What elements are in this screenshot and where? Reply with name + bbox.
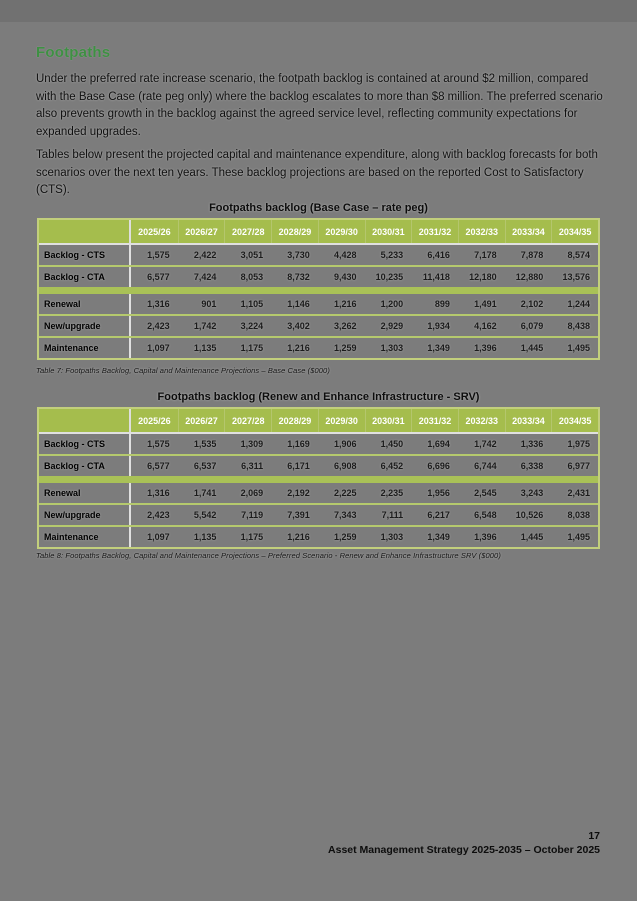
value-cell: 2,225 <box>333 488 357 498</box>
value-cell: 1,956 <box>427 488 450 498</box>
value-cell: 1,694 <box>427 439 450 449</box>
value-cell: 7,391 <box>287 510 310 520</box>
value-cell: 1,336 <box>520 439 544 449</box>
value-cell: 1,216 <box>287 343 310 353</box>
value-cell: 2,545 <box>474 488 497 498</box>
table-caption: Table 7: Footpaths Backlog, Capital and Maintenance Projections – Base Case ($000) <box>36 366 330 375</box>
table-corner-cell <box>39 220 131 243</box>
year-header-cell: 2033/34 <box>505 409 552 432</box>
table-title-preferred-scenario: Footpaths backlog (Renew and Enhance Infrastructure - SRV) <box>157 391 480 403</box>
paragraph: Under the preferred rate increase scenario, the footpath backlog is contained at around $2 million, compared with the Base Case (rate peg only) where the backlog escalates to more than $8 million. The preferred scenario also prevents growth in the backlog against the agreed service level, reflecting community expectations for expanded upgrades. <box>36 73 603 138</box>
value-cell: 1,216 <box>287 532 310 542</box>
value-cell: 4,162 <box>474 321 497 331</box>
value-cell: 2,192 <box>287 488 310 498</box>
value-cell: 1,169 <box>287 439 310 449</box>
footer-document-title: Asset Management Strategy 2025-2035 – October 2025 <box>328 844 600 856</box>
value-cell: 7,178 <box>474 250 497 260</box>
group-separator-band <box>39 476 598 483</box>
value-cell: 5,233 <box>380 250 404 260</box>
paragraph: Tables below present the projected capital and maintenance expenditure, along with backlog forecasts for both scenarios over the next ten years. These backlog projections are based on the reported Cost to Satisfactory (CTS). <box>36 149 598 196</box>
value-cell: 1,450 <box>380 439 404 449</box>
value-cell: 3,730 <box>287 250 310 260</box>
value-cell: 2,929 <box>380 321 404 331</box>
value-cell: 7,343 <box>333 510 357 520</box>
year-header-cell: 2030/31 <box>365 409 412 432</box>
value-cell: 6,311 <box>241 461 264 471</box>
row-label-cell: Maintenance <box>39 527 131 547</box>
table-header-row <box>39 409 598 432</box>
value-cell: 1,303 <box>380 532 404 542</box>
table-row <box>39 243 598 265</box>
value-cell: 7,424 <box>193 272 217 282</box>
table-row <box>39 483 598 503</box>
value-cell: 1,535 <box>193 439 217 449</box>
row-label-cell: Backlog - CTA <box>39 456 131 476</box>
value-cell: 6,744 <box>474 461 497 471</box>
value-cell: 8,732 <box>287 272 310 282</box>
value-cell: 7,119 <box>241 510 264 520</box>
value-cell: 6,977 <box>567 461 590 471</box>
value-cell: 1,495 <box>567 343 590 353</box>
table-row <box>39 454 598 476</box>
year-header-cell: 2029/30 <box>318 220 365 243</box>
page-top-edge <box>0 0 637 22</box>
year-header-cell: 2027/28 <box>224 409 271 432</box>
value-cell: 1,742 <box>193 321 217 331</box>
value-cell: 2,423 <box>147 321 170 331</box>
value-cell: 1,316 <box>147 488 170 498</box>
value-cell: 1,934 <box>427 321 450 331</box>
section-heading: Footpaths <box>36 44 111 61</box>
table-corner-cell <box>39 409 131 432</box>
value-cell: 6,537 <box>193 461 217 471</box>
year-header-cell: 2026/27 <box>178 409 225 432</box>
value-cell: 2,422 <box>193 250 217 260</box>
year-header-cell: 2030/31 <box>365 220 412 243</box>
value-cell: 1,445 <box>520 343 544 353</box>
value-cell: 6,548 <box>474 510 497 520</box>
value-cell: 2,235 <box>380 488 404 498</box>
year-header-cell: 2032/33 <box>458 220 505 243</box>
year-header-cell: 2028/29 <box>271 409 318 432</box>
value-cell: 1,259 <box>333 343 357 353</box>
table-row <box>39 432 598 454</box>
value-cell: 8,438 <box>567 321 590 331</box>
value-cell: 3,224 <box>240 321 264 331</box>
year-header-cell: 2032/33 <box>458 409 505 432</box>
row-label-cell: Maintenance <box>39 338 131 358</box>
table-row <box>39 265 598 287</box>
value-cell: 5,542 <box>193 510 217 520</box>
value-cell: 12,880 <box>515 272 544 282</box>
value-cell: 10,526 <box>515 510 544 520</box>
group-separator-band <box>39 287 598 294</box>
value-cell: 6,577 <box>147 461 170 471</box>
value-cell: 901 <box>201 299 217 309</box>
year-header-cell: 2027/28 <box>224 220 271 243</box>
value-cell: 1,491 <box>474 299 497 309</box>
value-cell: 3,262 <box>333 321 357 331</box>
value-cell: 1,097 <box>147 343 170 353</box>
table-caption: Table 8: Footpaths Backlog, Capital and Maintenance Projections – Preferred Scenario - Renew and Enhance Infrastructure SRV ($000) <box>36 551 501 560</box>
value-cell: 1,495 <box>567 532 590 542</box>
value-cell: 6,696 <box>427 461 450 471</box>
value-cell: 1,575 <box>147 250 170 260</box>
value-cell: 8,038 <box>567 510 590 520</box>
value-cell: 1,244 <box>567 299 590 309</box>
value-cell: 1,741 <box>193 488 217 498</box>
value-cell: 1,349 <box>427 343 450 353</box>
value-cell: 1,105 <box>240 299 264 309</box>
value-cell: 7,878 <box>520 250 544 260</box>
value-cell: 1,396 <box>474 343 497 353</box>
value-cell: 1,975 <box>567 439 590 449</box>
value-cell: 6,908 <box>333 461 357 471</box>
value-cell: 3,243 <box>520 488 544 498</box>
row-label-cell: Renewal <box>39 294 131 314</box>
value-cell: 6,452 <box>380 461 404 471</box>
value-cell: 6,217 <box>427 510 450 520</box>
value-cell: 1,316 <box>147 299 170 309</box>
value-cell: 1,135 <box>193 343 217 353</box>
value-cell: 2,431 <box>567 488 590 498</box>
value-cell: 1,200 <box>380 299 404 309</box>
value-cell: 1,216 <box>333 299 357 309</box>
value-cell: 1,146 <box>287 299 310 309</box>
year-header-cell: 2025/26 <box>131 220 178 243</box>
value-cell: 2,069 <box>240 488 264 498</box>
year-header-cell: 2034/35 <box>551 220 598 243</box>
value-cell: 6,079 <box>520 321 544 331</box>
value-cell: 3,402 <box>287 321 310 331</box>
value-cell: 6,416 <box>427 250 450 260</box>
year-header-cell: 2034/35 <box>551 409 598 432</box>
table-header-row <box>39 220 598 243</box>
value-cell: 2,423 <box>147 510 170 520</box>
value-cell: 1,175 <box>240 532 264 542</box>
value-cell: 6,338 <box>520 461 544 471</box>
value-cell: 11,418 <box>422 272 450 282</box>
year-header-cell: 2026/27 <box>178 220 225 243</box>
value-cell: 2,102 <box>520 299 544 309</box>
value-cell: 1,097 <box>147 532 170 542</box>
year-header-cell: 2031/32 <box>411 220 458 243</box>
value-cell: 1,445 <box>520 532 544 542</box>
table-row <box>39 294 598 314</box>
value-cell: 1,175 <box>240 343 264 353</box>
year-header-cell: 2028/29 <box>271 220 318 243</box>
row-label-cell: Backlog - CTS <box>39 434 131 454</box>
value-cell: 7,111 <box>381 510 404 520</box>
table-title-base-case: Footpaths backlog (Base Case – rate peg) <box>209 202 428 214</box>
value-cell: 6,171 <box>287 461 310 471</box>
value-cell: 1,309 <box>240 439 264 449</box>
year-header-cell: 2031/32 <box>411 409 458 432</box>
row-label-cell: Renewal <box>39 483 131 503</box>
value-cell: 1,575 <box>147 439 170 449</box>
table-base-case <box>37 218 600 360</box>
table-row <box>39 503 598 525</box>
value-cell: 9,430 <box>333 272 357 282</box>
table-row <box>39 314 598 336</box>
value-cell: 3,051 <box>240 250 264 260</box>
value-cell: 1,742 <box>474 439 497 449</box>
value-cell: 1,349 <box>427 532 450 542</box>
row-label-cell: Backlog - CTA <box>39 267 131 287</box>
row-label-cell: New/upgrade <box>39 316 131 336</box>
value-cell: 6,577 <box>147 272 170 282</box>
value-cell: 8,053 <box>240 272 264 282</box>
value-cell: 4,428 <box>333 250 357 260</box>
row-label-cell: New/upgrade <box>39 505 131 525</box>
row-label-cell: Backlog - CTS <box>39 245 131 265</box>
value-cell: 1,259 <box>333 532 357 542</box>
value-cell: 13,576 <box>562 272 590 282</box>
year-header-cell: 2029/30 <box>318 409 365 432</box>
year-header-cell: 2033/34 <box>505 220 552 243</box>
value-cell: 10,235 <box>375 272 404 282</box>
table-preferred-scenario <box>37 407 600 549</box>
table-row <box>39 336 598 358</box>
value-cell: 1,135 <box>193 532 217 542</box>
value-cell: 12,180 <box>469 272 497 282</box>
table-row <box>39 525 598 547</box>
value-cell: 8,574 <box>567 250 590 260</box>
value-cell: 899 <box>434 299 450 309</box>
value-cell: 1,396 <box>474 532 497 542</box>
value-cell: 1,906 <box>333 439 357 449</box>
year-header-cell: 2025/26 <box>131 409 178 432</box>
value-cell: 1,303 <box>380 343 404 353</box>
page-number: 17 <box>588 830 600 842</box>
